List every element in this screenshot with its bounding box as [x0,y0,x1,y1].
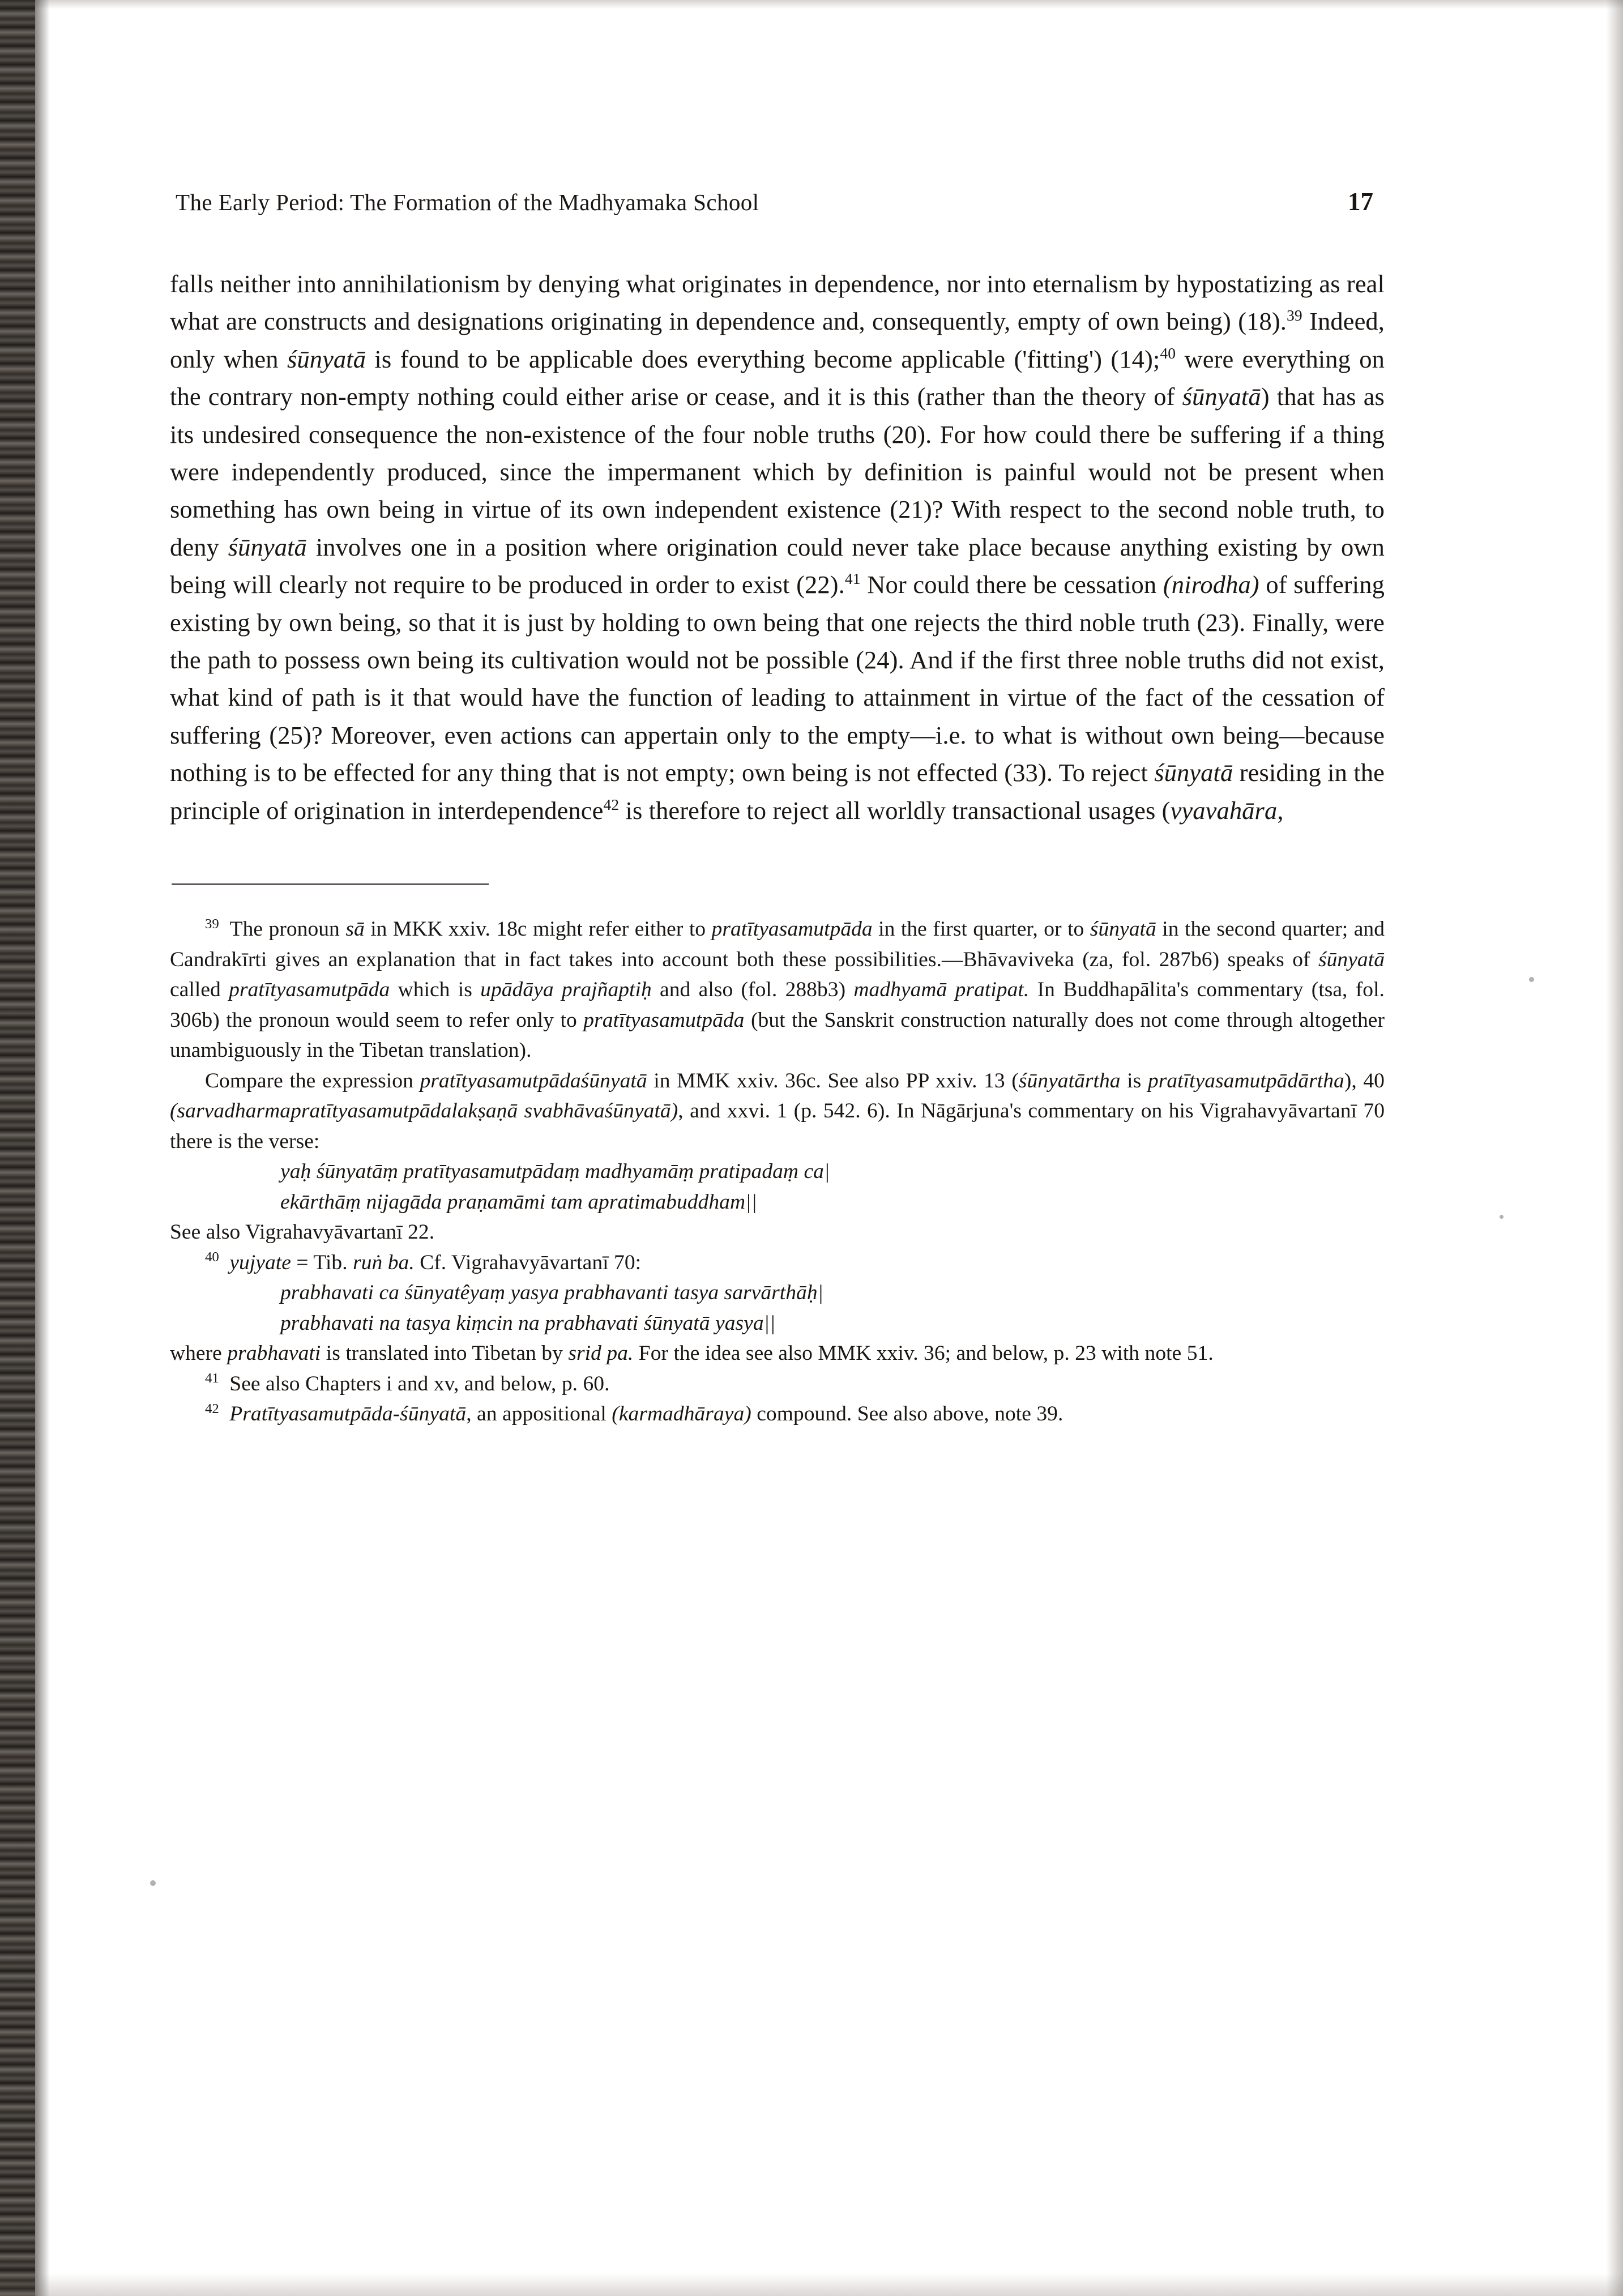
scan-speck [150,1880,156,1886]
scan-edge-left-gutter [0,0,35,2296]
running-head [176,187,1373,216]
footnote-40: $^{40}$ yujyate = Tib. ruṅ ba. Cf. Vigrahavyāvartanī 70: [205,1249,642,1274]
running-head-title: The Early Period: The Formation of the Madhyamaka School [176,189,759,215]
footnote-40-verse-line-1: prabhavati ca śūnyatêyaṃ yasya prabhavanti tasya sarvārthāḥ| [280,1281,824,1305]
body-paragraph: falls neither into annihilationism by denying what originates in dependence, nor into eternalism by hypostatizing as real what are constructs and designations originating in dependence and, consequently, empty of own being) (18).$^{39}$ Indeed, only when śūnyatā is found to be applicable does everything become applicable ('fitting') (14);$^{40}$ were everything on the contrary non-empty nothing could either arise or cease, and it is this (rather than the theory of śūnyatā) that has as its undesired consequence the non-existence of the four noble truths (20). For how could there be suffering if a thing were independently produced, since the impermanent which by definition is painful would not be present when something has own being in virtue of its own independent existence (21)? With respect to the second noble truth, to deny śūnyatā involves one in a position where origination could never take place because anything existing by own being will clearly not require to be produced in order to exist (22).$^{41}$ Nor could there be cessation (nirodha) of suffering existing by own being, so that it is just by holding to own being that one rejects the third noble truth (23). Finally, were the path to possess own being its cultivation would not be possible (24). And if the first three noble truths did not exist, what kind of path is it that would have the function of leading to attainment in virtue of the fact of the cessation of suffering (25)? Moreover, even actions can appertain only to the empty—i.e. to what is without own being—because nothing is to be effected for any thing that is not empty; own being is not effected (33). To reject śūnyatā residing in the principle of origination in interdependence$^{42}$ is therefore to reject all worldly transactional usages (vyavahāra, [170,270,1385,825]
footnote-39-paragraph-2: Compare the expression pratītyasamutpādaśūnyatā in MMK xxiv. 36c. See also PP xxiv. 13 (śūnyatārtha is pratītyasamutpādārtha), 40 (sarvadharmapratītyasamutpādalakṣaṇā svabhāvaśūnyatā), and xxvi. 1 (p. 542. 6). In Nāgārjuna's commentary on his Vigrahavyāvartanī 70 there is the verse: [170,1069,1385,1153]
footnote-40-tail: where prabhavati is translated into Tibetan by srid pa. For the idea see also MMK xxiv. 36; and below, p. 23 with note 51. [170,1342,1214,1365]
page-number: 17 [1348,187,1373,216]
footnote-39-tail: See also Vigrahavyāvartanī 22. [170,1220,435,1244]
footnote-39-verse-line-1: yaḥ śūnyatāṃ pratītyasamutpādaṃ madhyamāṃ pratipadaṃ ca| [280,1160,830,1184]
footnotes-section [170,914,1385,1429]
scan-speck [1529,977,1534,982]
page-content [170,187,1385,1429]
footnote-41: $^{41}$ See also Chapters i and xv, and below, p. 60. [205,1371,610,1395]
footnote-40-verse-line-2: prabhavati na tasya kiṃcin na prabhavati śūnyatā yasya|| [280,1311,776,1335]
footnote-separator-rule [172,884,489,885]
scan-edge-top [0,0,1623,9]
footnote-39: $^{39}$ The pronoun sā in MKK xxiv. 18c might refer either to pratītyasamutpāda in the first quarter, or to śūnyatā in the second quarter; and Candrakīrti gives an explanation that in fact takes into account both these possibilities.—Bhāvaviveka (za, fol. 287b6) speaks of śūnyatā called pratītyasamutpāda which is upādāya prajñaptiḥ and also (fol. 288b3) madhyamā pratipat. In Buddhapālita's commentary (tsa, fol. 306b) the pronoun would seem to refer only to pratītyasamutpāda (but the Sanskrit construction naturally does not come through altogether unambiguously in the Tibetan translation). [170,916,1385,1062]
footnote-42: $^{42}$ Pratītyasamutpāda-śūnyatā, an appositional (karmadhāraya) compound. See also above, note 39. [205,1401,1064,1426]
scan-edge-bottom [0,2273,1623,2296]
scan-speck [1500,1215,1504,1219]
scan-edge-right [1606,0,1623,2296]
footnote-39-verse-line-2: ekārthāṃ nijagāda praṇamāmi tam apratimabuddham|| [280,1190,757,1214]
